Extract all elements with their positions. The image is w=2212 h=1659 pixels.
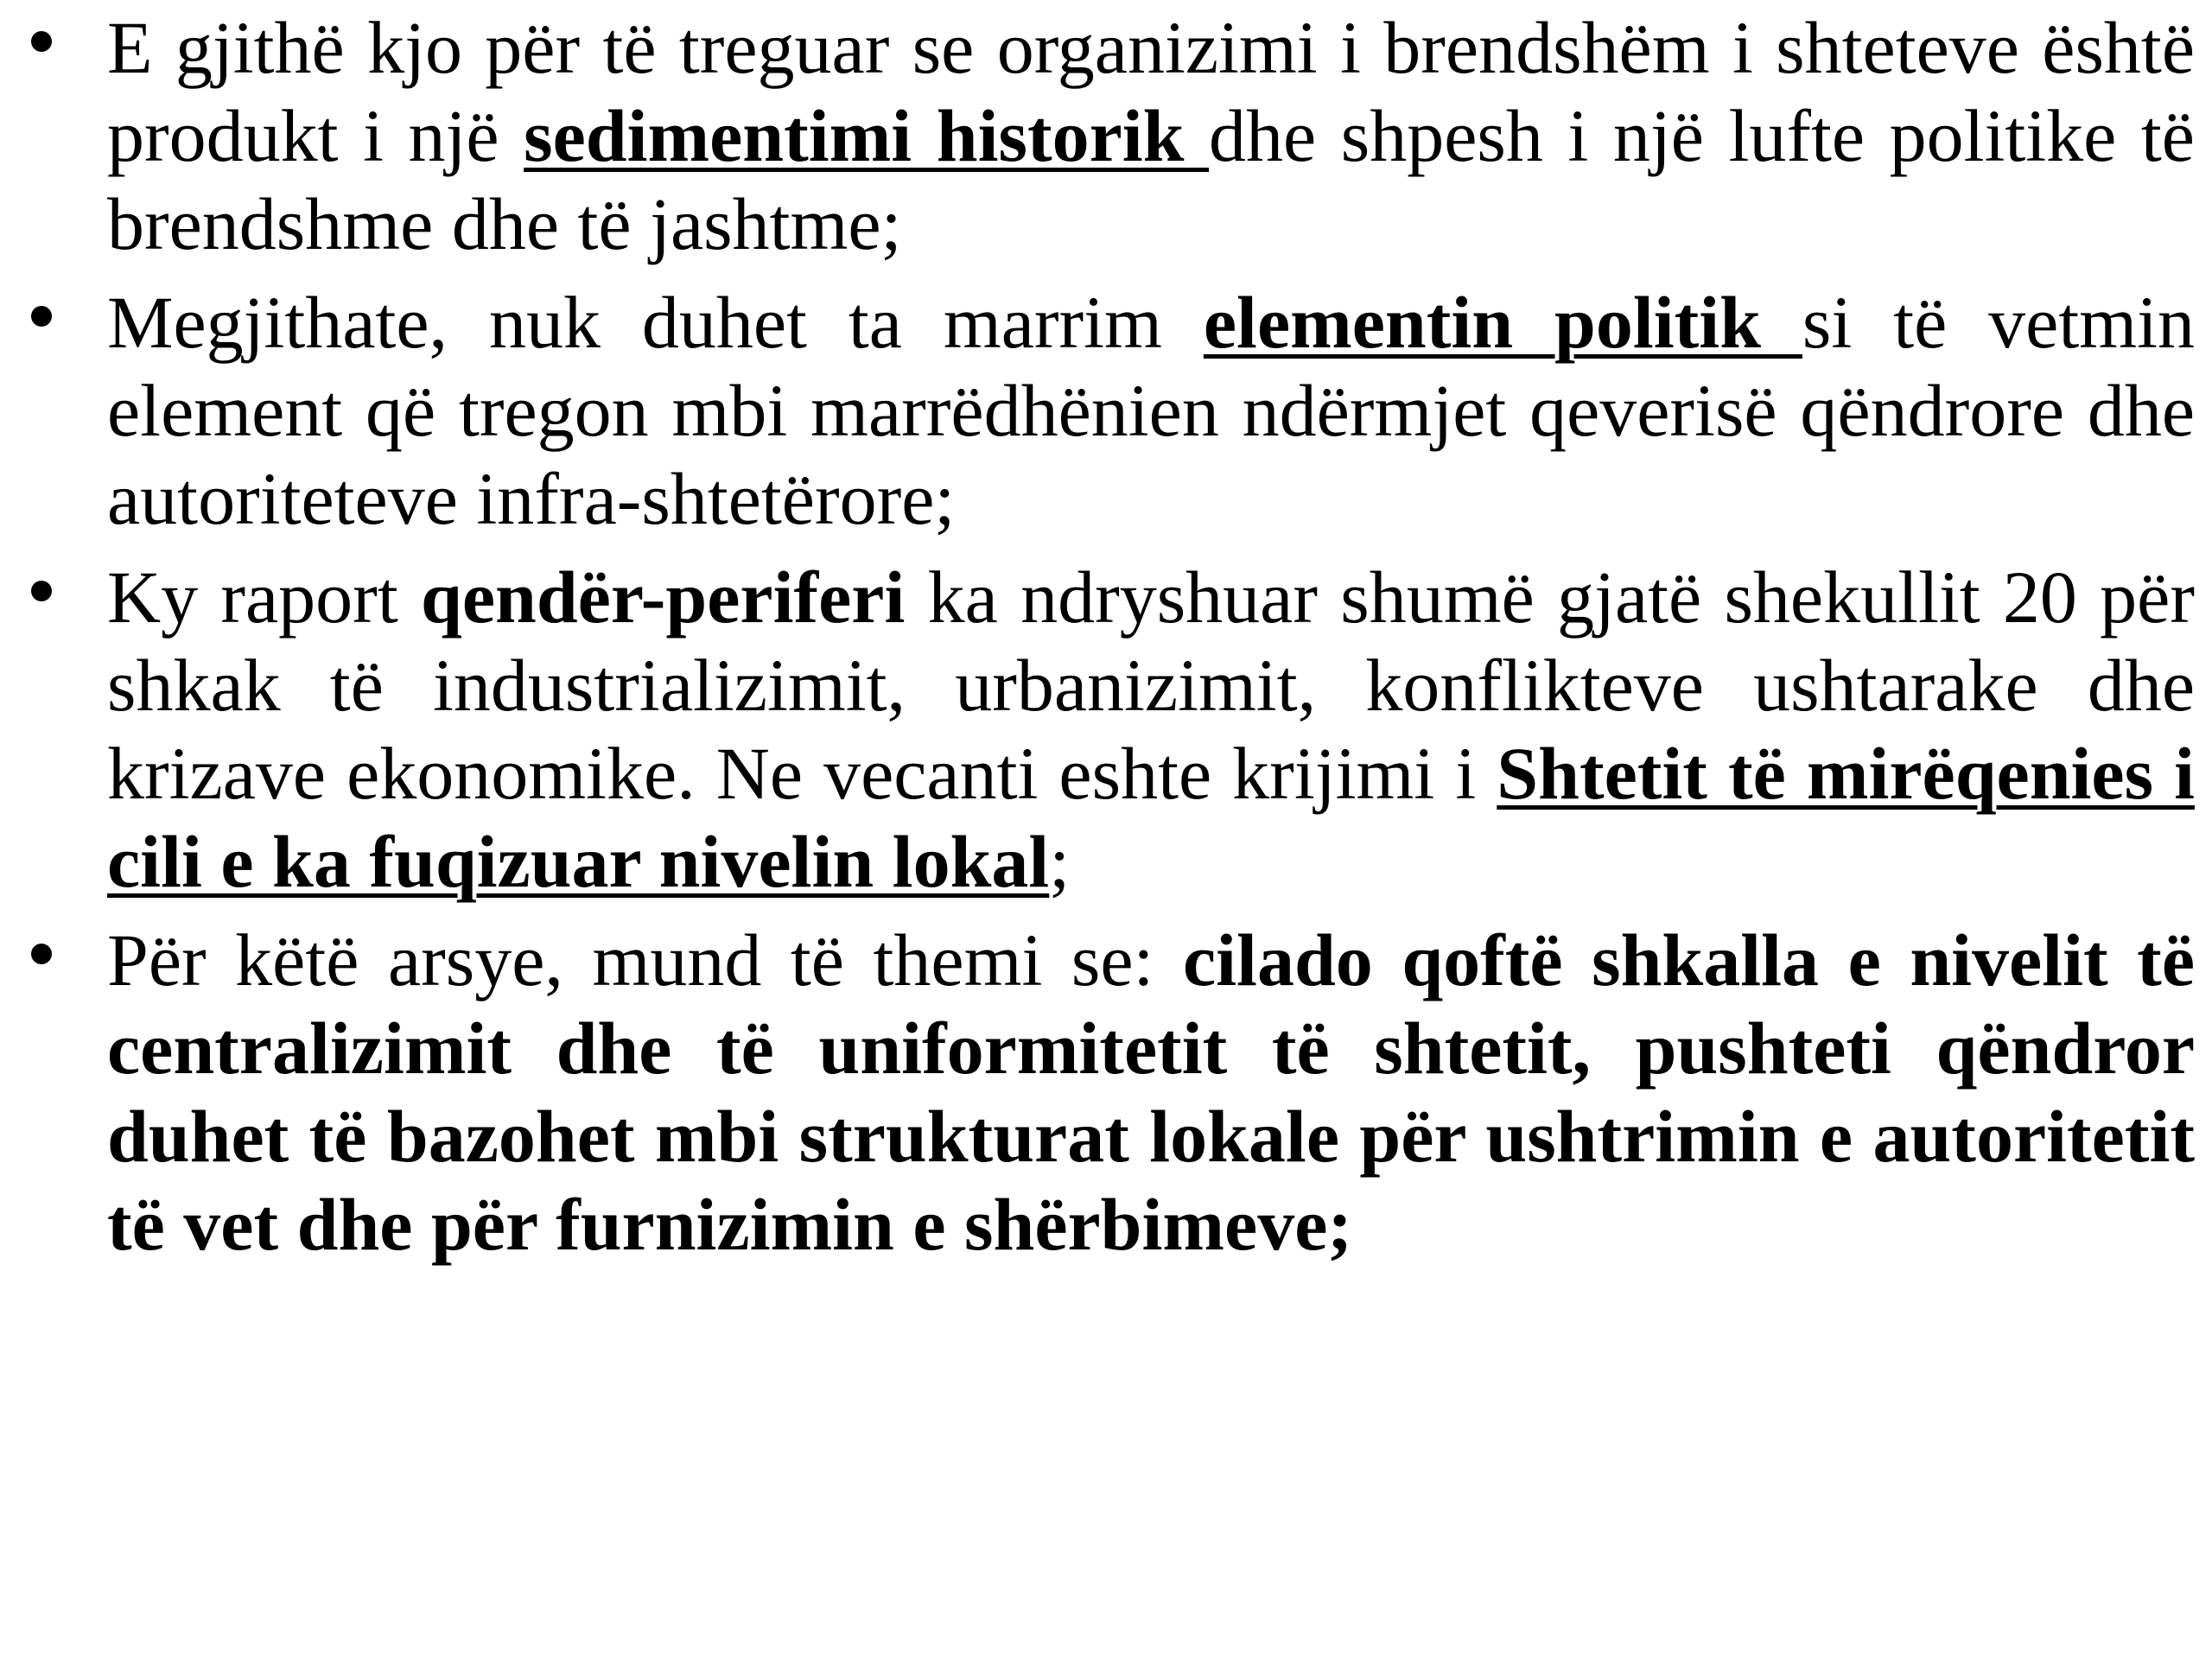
bullet-text [107, 281, 2195, 540]
emphasis-segment: sedimentimi historik [524, 94, 1210, 177]
text-segment: Ky raport [107, 556, 421, 639]
bullet-dot-icon [31, 31, 52, 52]
emphasis-segment: elementin politik [1203, 281, 1802, 364]
bullet-dot-icon [31, 581, 52, 601]
emphasis-segment: qendër-periferi [420, 556, 906, 639]
text-segment: Për këtë arsye, mund të themi se: [107, 918, 1183, 1001]
text-segment: ka ndryshuar shumë gjatë shekullit 20 për shkak të industrializimit, urbanizimit, konflikteve ushtarake dhe krizave ekonomike. Ne vecanti eshte krijimi i [107, 556, 2195, 815]
bullet-list [28, 3, 2195, 1279]
bullet-dot-icon [31, 306, 52, 327]
text-segment: E gjithë kjo për të treguar se organizimi i brendshëm i shteteve është produkt i një [107, 6, 2195, 177]
text-segment: ; [1049, 820, 1071, 903]
bullet-item [28, 3, 2195, 268]
bullet-text [107, 918, 2195, 1266]
emphasis-segment: cilado qoftë shkalla e nivelit të centralizimit dhe të uniformitetit të shtetit, pushteti qëndror duhet të bazohet mbi strukturat lokale për ushtrimin e autoritetit të vet dhe për furnizimin e shërbimeve; [107, 918, 2195, 1266]
text-segment: dhe shpesh i një lufte politike të brendshme dhe të jashtme; [107, 94, 2195, 265]
bullet-text [107, 6, 2195, 265]
bullet-item [28, 278, 2195, 543]
bullet-text [107, 556, 2195, 903]
bullet-dot-icon [31, 944, 52, 964]
emphasis-segment: Shtetit të mirëqenies i cili e ka fuqizuar nivelin lokal [107, 732, 2195, 903]
bullet-item [28, 916, 2195, 1268]
text-segment: Megjithate, nuk duhet ta marrim [107, 281, 1204, 364]
text-segment: si të vetmin element që tregon mbi marrëdhënien ndërmjet qeverisë qëndrore dhe autoriteteve infra-shtetërore; [107, 281, 2196, 540]
bullet-item [28, 553, 2195, 906]
